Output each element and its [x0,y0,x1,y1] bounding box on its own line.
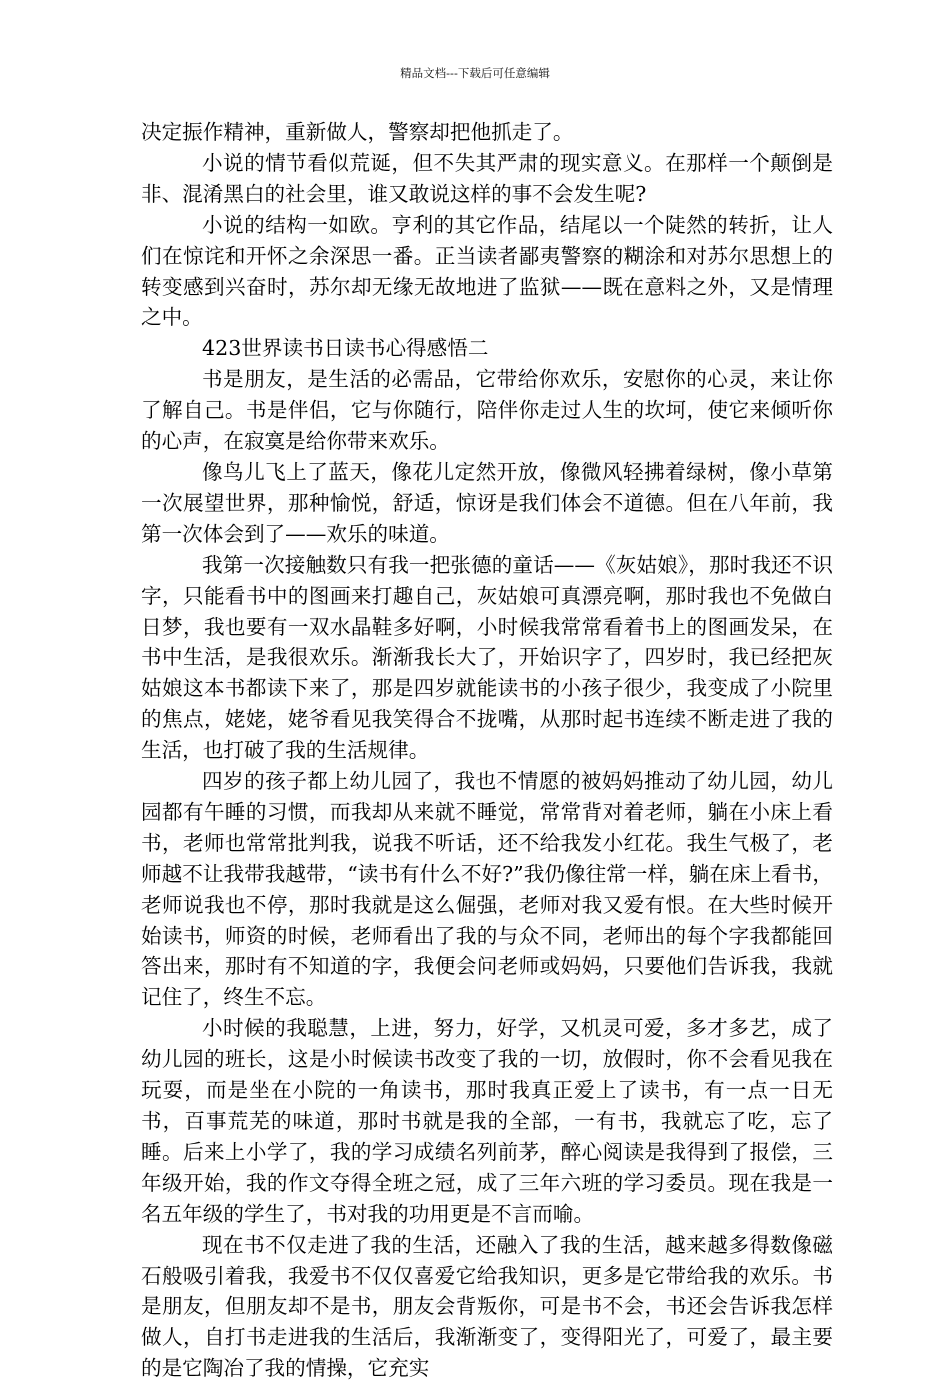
paragraph: 像鸟儿飞上了蓝天，像花儿定然开放，像微风轻拂着绿树，像小草第一次展望世界，那种愉悦，舒适，惊讶是我们体会不道德。但在八年前，我第一次体会到了——欢乐的味道。 [141,459,833,546]
paragraph: 小说的情节看似荒诞，但不失其严肃的现实意义。在那样一个颠倒是非、混淆黑白的社会里，谁又敢说这样的事不会发生呢? [141,150,833,206]
paragraph: 四岁的孩子都上幼儿园了，我也不情愿的被妈妈推动了幼儿园，幼儿园都有午睡的习惯，而我却从来就不睡觉，常常背对着老师，躺在小床上看书，老师也常常批判我，说我不听话，还不给我发小红花。我生气极了，老师越不让我带我越带，“读书有什么不好?”我仍像往常一样，躺在床上看书，老师说我也不停，那时我就是这么倔强，老师对我又爱有恨。在大些时候开始读书，师资的时候，老师看出了我的与众不同，老师出的每个字我都能回答出来，那时有不知道的字，我便会问老师或妈妈，只要他们告诉我，我就记住了，终生不忘。 [141,769,833,1010]
page-header: 精品文档---下载后可任意编辑 [400,66,550,80]
paragraph: 小说的结构一如欧。亨利的其它作品，结尾以一个陡然的转折，让人们在惊诧和开怀之余深思一番。正当读者鄙夷警察的糊涂和对苏尔思想上的转变感到兴奋时，苏尔却无缘无故地进了监狱——既在意料之外，又是情理之中。 [141,212,833,330]
paragraph: 现在书不仅走进了我的生活，还融入了我的生活，越来越多得数像磁石般吸引着我，我爱书不仅仅喜爱它给我知识，更多是它带给我的欢乐。书是朋友，但朋友却不是书，朋友会背叛你，可是书不会，书还会告诉我怎样做人，自打书走进我的生活后，我渐渐变了，变得阳光了，可爱了，最主要的是它陶冶了我的情操，它充实 [141,1232,833,1381]
section-heading: 423世界读书日读书心得感悟二 [202,336,489,361]
paragraph: 小时候的我聪慧，上进，努力，好学，又机灵可爱，多才多艺，成了幼儿园的班长，这是小时候读书改变了我的一切，放假时，你不会看见我在玩耍，而是坐在小院的一角读书，那时我真正爱上了读书，有一点一日无书，百事荒芜的味道，那时书就是我的全部，一有书，我就忘了吃，忘了睡。后来上小学了，我的学习成绩名列前茅，醉心阅读是我得到了报偿，三年级开始，我的作文夺得全班之冠，成了三年六班的学习委员。现在我是一名五年级的学生了，书对我的功用更是不言而喻。 [141,1016,833,1226]
paragraph: 书是朋友，是生活的必需品，它带给你欢乐，安慰你的心灵，来让你了解自己。书是伴侣，它与你随行，陪伴你走过人生的坎坷，使它来倾听你的心声，在寂寞是给你带来欢乐。 [141,367,833,454]
document-body [141,117,833,1384]
paragraph: 决定振作精神，重新做人，警察却把他抓走了。 [141,120,574,144]
paragraph: 我第一次接触数只有我一把张德的童话——《灰姑娘》，那时我还不识字，只能看书中的图画来打趣自己，灰姑娘可真漂亮啊，那时我也不免做白日梦，我也要有一双水晶鞋多好啊，小时候我常常看着书上的图画发呆，在书中生活，是我很欢乐。渐渐我长大了，开始识字了，四岁时，我已经把灰姑娘这本书都读下来了，那是四岁就能读书的小孩子很少，我变成了小院里的焦点，姥姥，姥爷看见我笑得合不拢嘴，从那时起书连续不断走进了我的生活，也打破了我的生活规律。 [141,552,833,763]
